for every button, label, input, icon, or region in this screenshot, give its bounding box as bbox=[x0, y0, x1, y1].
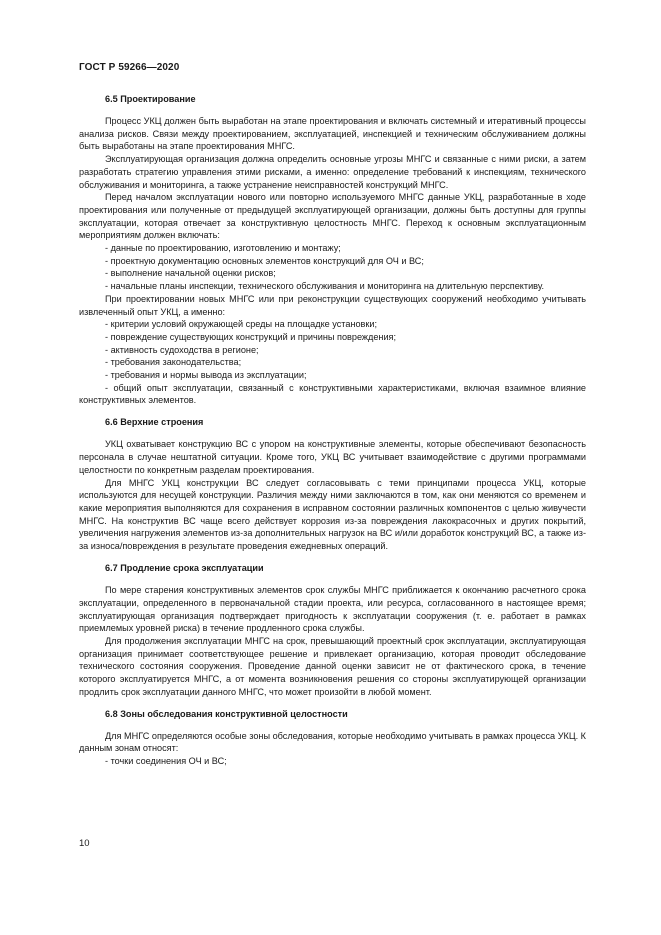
paragraph: Для МНГС определяются особые зоны обследования, которые необходимо учитывать в рамках процесса УКЦ. К данным зонам относят: bbox=[79, 730, 586, 754]
list-item: - данные по проектированию, изготовлению и монтажу; bbox=[105, 243, 341, 254]
list-item: - выполнение начальной оценки рисков; bbox=[105, 268, 276, 279]
section-heading: 6.6 Верхние строения bbox=[105, 417, 204, 428]
list-item: - повреждение существующих конструкций и причины повреждения; bbox=[105, 331, 397, 342]
list-item: - начальные планы инспекции, технического обслуживания и мониторинга на длительную перспективу. bbox=[105, 281, 544, 292]
page-number: 10 bbox=[79, 838, 90, 849]
paragraph: УКЦ охватывает конструкцию ВС с упором на конструктивные элементы, которые обеспечивают безопасность персонала в случае нештатной ситуации. Кроме того, УКЦ ВС учитывает взаимодействие с другими программами целостности по конкретным разделам проектирования. bbox=[79, 439, 586, 475]
paragraph: По мере старения конструктивных элементов срок службы МНГС приближается к окончанию расчетного срока эксплуатации, определенного в первоначальной стадии проекта, или ресурса, согласованного в настоящее время; эксплуатирующая организация подтверждает пригодность к эксплуатации сооружения (т. е. работает в рамках приемлемых уровней риска) в течение продленного срока службы. bbox=[79, 585, 586, 634]
list-item: - активность судоходства в регионе; bbox=[105, 344, 259, 355]
list-item: - общий опыт эксплуатации, связанный с конструктивными характеристиками, включая взаимное влияние конструктивных элементов. bbox=[79, 382, 586, 406]
list-item: - проектную документацию основных элементов конструкций для ОЧ и ВС; bbox=[105, 255, 424, 266]
list-item: - требования и нормы вывода из эксплуатации; bbox=[105, 370, 307, 381]
paragraph: Перед началом эксплуатации нового или повторно используемого МНГС данные УКЦ, разработанные в ходе проектирования или полученные от предыдущей эксплуатирующей организации, должны быть доступны для группы эксплуатации, которая отвечает за конструктивную целостность МНГС. Переход к основным эксплуатационным мероприятиям должен включать: bbox=[79, 192, 586, 241]
paragraph: Эксплуатирующая организация должна определить основные угрозы МНГС и связанные с ними риски, а затем разработать стратегию управления этими рисками, а именно: определение требований к инспекциям, технического обслуживания и мониторинга, а также устранение неисправностей конструкций МНГС. bbox=[79, 154, 586, 190]
list-item: - критерии условий окружающей среды на площадке установки; bbox=[105, 319, 378, 330]
paragraph: Для продолжения эксплуатации МНГС на срок, превышающий проектный срок эксплуатации, эксплуатирующая организация принимает соответствующее решение и привлекает организацию, которая проводит обследование технического состояния сооружения. Проведение данной оценки зависит не от фактического срока, в течение которого эксплуатируется МНГС, а от момента возникновения решения со стороны эксплуатирующей организации продлить срок эксплуатации данного МНГС, что может произойти в любой момент. bbox=[79, 635, 586, 697]
section-heading: 6.5 Проектирование bbox=[105, 94, 196, 104]
paragraph: Для МНГС УКЦ конструкции ВС следует согласовывать с теми принципами процесса УКЦ, которые используются для несущей конструкции. Различия между ними заключаются в том, как они меняются со временем и какие мероприятия выполняются для сохранения в исправном состоянии различных компонентов с целью живучести МНГС. На конструктив ВС чаще всего действует коррозия из-за повреждения лакокрасочных и других покрытий, увеличения нагружения элементов из-за дополнительных нагрузок на ВС и/или доработок конструкций ВС, а также из-за износа/повреждения в результате проведения ежедневных операций. bbox=[79, 477, 586, 552]
section-heading: 6.8 Зоны обследования конструктивной целостности bbox=[105, 708, 348, 719]
paragraph: Процесс УКЦ должен быть выработан на этапе проектирования и включать системный и итеративный процессы анализа рисков. Связи между проектированием, эксплуатацией, инспекцией и техническим обслуживанием должны быть выработаны на этапе проектирования МНГС. bbox=[79, 116, 586, 152]
section-heading: 6.7 Продление срока эксплуатации bbox=[105, 563, 264, 574]
document-header: ГОСТ Р 59266—2020 bbox=[79, 62, 180, 73]
list-item: - требования законодательства; bbox=[105, 357, 242, 368]
paragraph: При проектировании новых МНГС или при реконструкции существующих сооружений необходимо учитывать извлеченный опыт УКЦ, а именно: bbox=[79, 293, 586, 317]
list-item: - точки соединения ОЧ и ВС; bbox=[105, 756, 227, 767]
document-body bbox=[79, 93, 586, 768]
